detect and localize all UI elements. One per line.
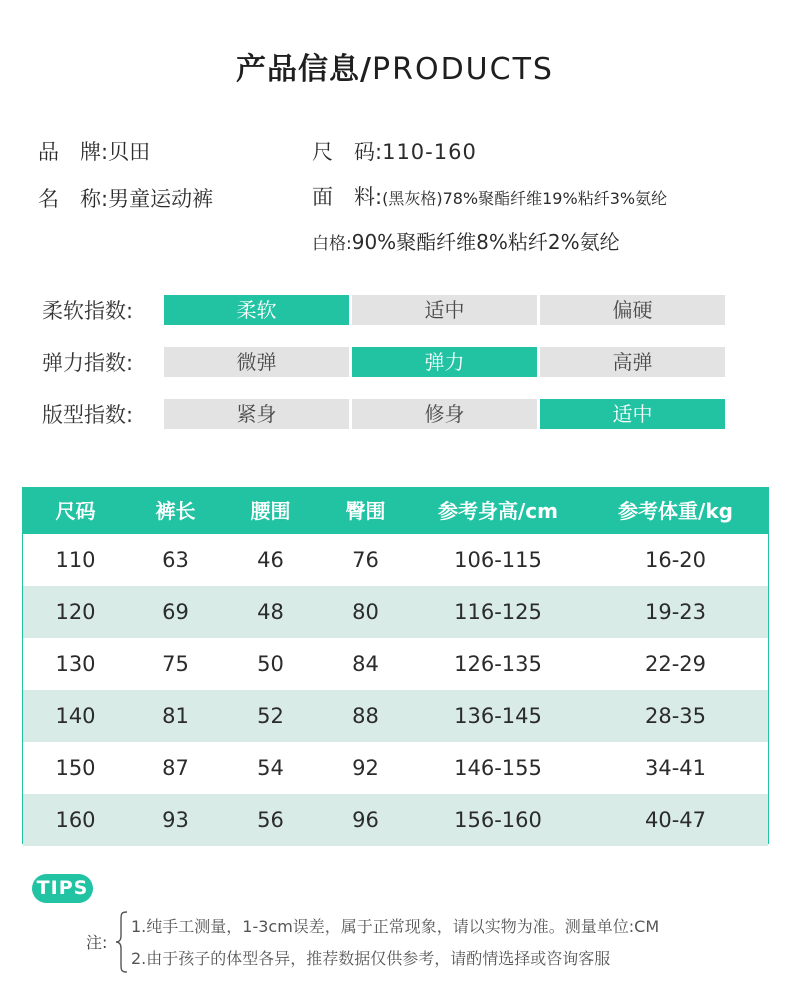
table-cell: 63 <box>162 548 189 572</box>
table-cell: 48 <box>257 600 284 624</box>
header-cell: 参考身高/cm <box>438 499 558 523</box>
white-label: 白格: <box>312 234 352 254</box>
rating-option: 紧身 <box>164 399 349 429</box>
rating-elasticity <box>42 347 728 377</box>
table-cell: 110 <box>55 548 96 572</box>
table-row <box>23 742 768 794</box>
rating-option: 柔软 <box>164 295 349 325</box>
table-cell: 80 <box>352 600 379 624</box>
table-cell: 34-41 <box>644 756 707 780</box>
table-cell: 87 <box>162 756 189 780</box>
rating-option: 微弹 <box>164 347 349 377</box>
white-fabric-info <box>312 226 620 255</box>
name-info <box>38 183 213 213</box>
table-row <box>23 534 768 586</box>
table-cell: 130 <box>55 652 96 676</box>
table-cell: 16-20 <box>644 548 707 572</box>
table-cell: 46 <box>257 548 284 572</box>
page-title <box>0 44 790 88</box>
table-cell: 52 <box>257 704 284 728</box>
brand-value: 贝田 <box>108 140 151 164</box>
brand-label: 品 牌: <box>38 140 109 164</box>
table-cell: 92 <box>352 756 379 780</box>
table-cell: 126-135 <box>454 652 542 676</box>
rating-option: 修身 <box>352 399 537 429</box>
header-cell: 腰围 <box>250 499 291 523</box>
rating-label: 版型指数: <box>42 403 134 427</box>
table-row <box>23 794 768 846</box>
rating-option: 适中 <box>540 399 725 429</box>
table-cell: 76 <box>352 548 379 572</box>
rating-option: 适中 <box>352 295 537 325</box>
table-cell: 106-115 <box>454 548 542 572</box>
name-value: 男童运动裤 <box>108 187 214 211</box>
rating-option: 弹力 <box>352 347 537 377</box>
brand-info <box>38 136 150 166</box>
table-cell: 19-23 <box>644 600 707 624</box>
note-line: 1.纯手工测量，1-3cm误差，属于正常现象，请以实物为准。测量单位:CM <box>131 917 660 936</box>
table-cell: 96 <box>352 808 379 832</box>
header-cell: 臀围 <box>345 499 386 523</box>
note-label: 注: <box>86 933 108 952</box>
table-cell: 54 <box>257 756 284 780</box>
size-value: 110-160 <box>382 140 477 164</box>
table-row <box>23 690 768 742</box>
table-cell: 81 <box>162 704 189 728</box>
table-cell: 56 <box>257 808 284 832</box>
tips-badge: TIPS <box>32 874 93 903</box>
table-cell: 116-125 <box>454 600 542 624</box>
rating-option: 高弹 <box>540 347 725 377</box>
table-cell: 69 <box>162 600 189 624</box>
rating-label: 柔软指数: <box>42 299 134 323</box>
table-cell: 156-160 <box>454 808 542 832</box>
table-cell: 120 <box>55 600 96 624</box>
table-cell: 140 <box>55 704 96 728</box>
rating-label: 弹力指数: <box>42 351 134 375</box>
table-cell: 88 <box>352 704 379 728</box>
size-table <box>22 487 769 844</box>
table-cell: 93 <box>162 808 189 832</box>
table-cell: 146-155 <box>454 756 542 780</box>
rating-softness <box>42 295 728 325</box>
rating-option: 偏硬 <box>540 295 725 325</box>
brace-icon <box>115 910 129 974</box>
header-cell: 裤长 <box>155 499 196 523</box>
title-cn: 产品信息/ <box>236 52 373 87</box>
table-cell: 22-29 <box>644 652 707 676</box>
fabric-value: (黑灰格)78%聚酯纤维19%粘纤3%氨纶 <box>382 189 668 208</box>
table-cell: 150 <box>55 756 96 780</box>
table-row <box>23 638 768 690</box>
name-label: 名 称: <box>38 187 109 211</box>
table-row <box>23 586 768 638</box>
table-cell: 50 <box>257 652 284 676</box>
title-en: PRODUCTS <box>372 52 554 87</box>
size-info <box>312 136 477 166</box>
size-label: 尺 码: <box>312 140 383 164</box>
rating-fit <box>42 399 728 429</box>
white-value: 90%聚酯纤维8%粘纤2%氨纶 <box>351 230 620 254</box>
header-cell: 参考体重/kg <box>618 499 733 523</box>
table-cell: 84 <box>352 652 379 676</box>
note-line: 2.由于孩子的体型各异，推荐数据仅供参考，请酌情选择或咨询客服 <box>131 949 611 968</box>
table-cell: 160 <box>55 808 96 832</box>
header-cell: 尺码 <box>55 499 96 523</box>
table-cell: 40-47 <box>644 808 707 832</box>
fabric-info <box>312 181 667 211</box>
table-header <box>23 488 768 534</box>
table-cell: 136-145 <box>454 704 542 728</box>
table-cell: 28-35 <box>644 704 707 728</box>
fabric-label: 面 料: <box>312 185 383 209</box>
table-cell: 75 <box>162 652 189 676</box>
